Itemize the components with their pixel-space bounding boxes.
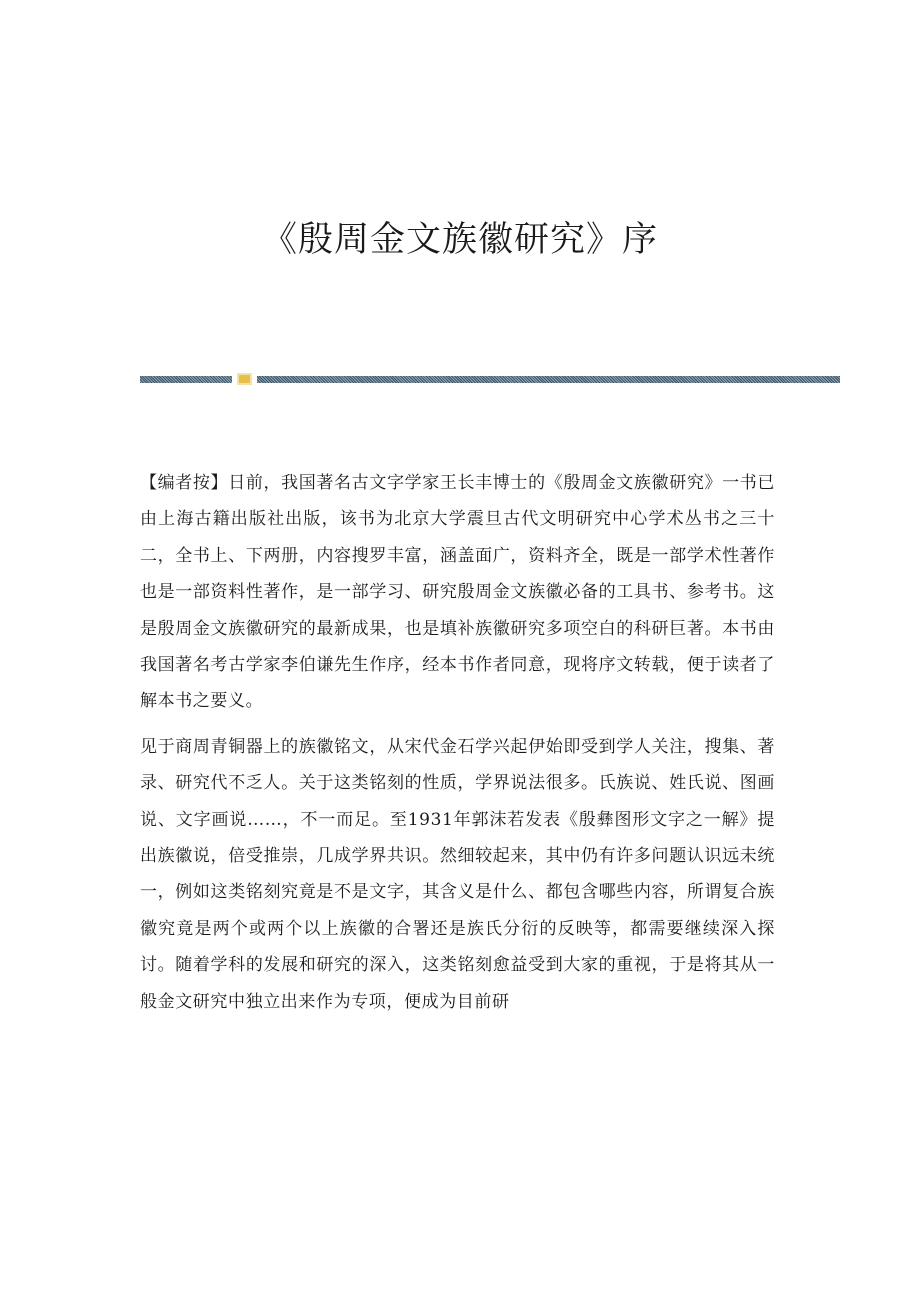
page-title: 《殷周金文族徽研究》序 [261, 220, 658, 260]
body-paragraph: 见于商周青铜器上的族徽铭文，从宋代金石学兴起伊始即受到学人关注，搜集、著录、研究代不乏人。关于这类铭刻的性质，学界说法很多。氏族说、姓氏说、图画说、文字画说……，不一而足。至1931年郭沫若发表《殷彝图形文字之一解》提出族徽说，倍受推崇，几成学界共识。然细较起来，其中仍有许多问题认识远未统一，例如这类铭刻究竟是不是文字，其含义是什么、都包含哪些内容，所谓复合族徽究竟是两个或两个以上族徽的合署还是族氏分衍的反映等，都需要继续深入探讨。随着学科的发展和研究的深入，这类铭刻愈益受到大家的重视，于是将其从一般金文研究中独立出来作为专项，便成为目前研 [140, 736, 775, 1012]
divider-ornament-icon [237, 373, 252, 385]
title-divider [140, 373, 840, 385]
divider-bar-left [140, 376, 232, 383]
divider-bar-right [257, 376, 840, 383]
editor-note-paragraph: 【编者按】日前，我国著名古文字学家王长丰博士的《殷周金文族徽研究》一书已由上海古籍出版社出版，该书为北京大学震旦古代文明研究中心学术丛书之三十二，全书上、下两册，内容搜罗丰富，涵盖面广，资料齐全，既是一部学术性著作也是一部资料性著作，是一部学习、研究殷周金文族徽必备的工具书、参考书。这是殷周金文族徽研究的最新成果，也是填补族徽研究多项空白的科研巨著。本书由我国著名考古学家李伯谦先生作序，经本书作者同意，现将序文转载，便于读者了解本书之要义。 [140, 473, 775, 712]
document-body [140, 465, 775, 1020]
